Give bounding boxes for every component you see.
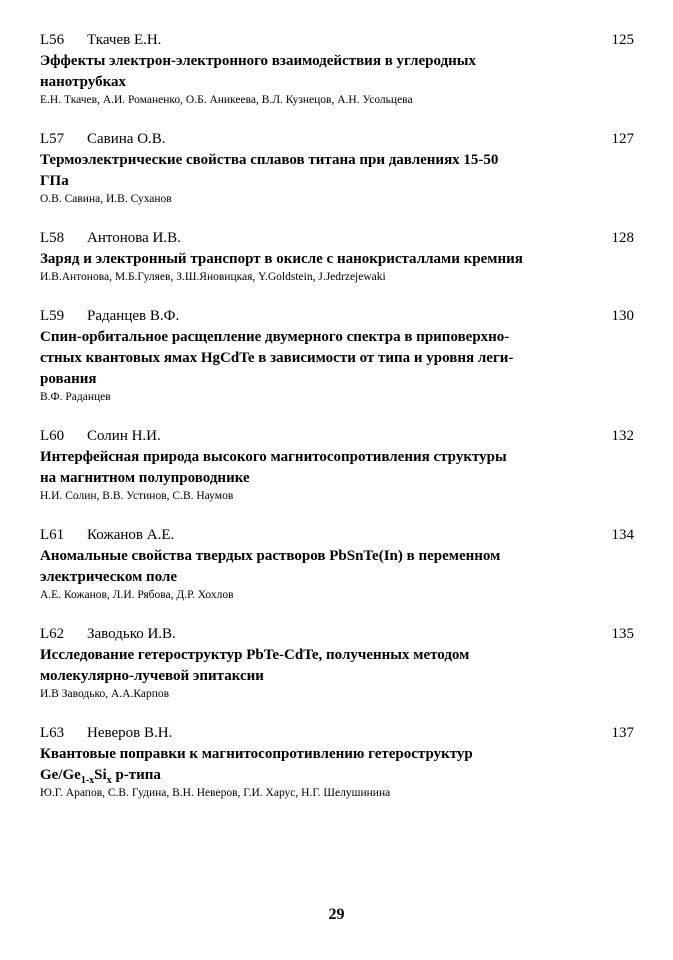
entry-coauthors: И.В Заводько, А.А.Карпов bbox=[40, 688, 170, 700]
entry-title-line: Исследование гетероструктур PbTe-CdTe, полученных методом bbox=[40, 647, 470, 663]
entry-header bbox=[40, 724, 634, 743]
entry-author: Савина О.В. bbox=[87, 131, 166, 147]
entry-title-line: молекулярно-лучевой эпитаксии bbox=[40, 668, 264, 684]
entry-coauthors: Ю.Г. Арапов, С.В. Гудина, В.Н. Неверов, Г.И. Харус, Н.Г. Шелушинина bbox=[40, 787, 391, 799]
entry-author: Заводько И.В. bbox=[87, 626, 176, 642]
entry-title-line: стных квантовых ямах HgCdTe в зависимости от типа и уровня леги- bbox=[40, 350, 514, 366]
entry-header bbox=[40, 427, 634, 446]
entry-code: L57 bbox=[40, 131, 65, 147]
entry-code: L62 bbox=[40, 626, 65, 642]
entry-coauthors: Н.И. Солин, В.В. Устинов, С.В. Наумов bbox=[40, 490, 234, 502]
contents-entry bbox=[40, 229, 634, 285]
entry-header bbox=[40, 229, 634, 248]
entry-author: Кожанов А.Е. bbox=[87, 527, 175, 543]
entry-code: L61 bbox=[40, 527, 65, 543]
entry-author: Неверов В.Н. bbox=[87, 725, 173, 741]
entry-title-line: Интерфейсная природа высокого магнитосопротивления структуры bbox=[40, 449, 507, 465]
contents-entry bbox=[40, 625, 634, 702]
entry-header bbox=[40, 526, 634, 545]
entry-page: 128 bbox=[611, 230, 634, 246]
entry-title-line: ГПа bbox=[40, 173, 69, 189]
entry-header bbox=[40, 31, 634, 50]
contents-entry bbox=[40, 724, 634, 801]
entry-title-line: нанотрубках bbox=[40, 74, 127, 90]
entry-title-line: Термоэлектрические свойства сплавов титана при давлениях 15-50 bbox=[40, 152, 499, 168]
formula-sub1: 1-x bbox=[80, 775, 95, 786]
entry-coauthors: О.В. Савина, И.В. Суханов bbox=[40, 193, 172, 205]
contents-entry bbox=[40, 130, 634, 207]
entry-title-line: рования bbox=[40, 371, 97, 387]
contents-entry bbox=[40, 31, 634, 108]
entry-author: Ткачев Е.Н. bbox=[87, 32, 162, 48]
entry-page: 134 bbox=[611, 527, 634, 543]
entry-code: L63 bbox=[40, 725, 65, 741]
entry-code: L60 bbox=[40, 428, 65, 444]
contents-entry bbox=[40, 307, 634, 405]
entry-page: 132 bbox=[611, 428, 634, 444]
entry-title-line: Эффекты электрон-электронного взаимодействия в углеродных bbox=[40, 53, 477, 69]
page-number: 29 bbox=[328, 906, 345, 923]
entry-header bbox=[40, 130, 634, 149]
entry-page: 125 bbox=[611, 32, 634, 48]
entry-coauthors: В.Ф. Раданцев bbox=[40, 391, 111, 403]
entry-coauthors: Е.Н. Ткачев, А.И. Романенко, О.Б. Аникеева, В.Л. Кузнецов, А.Н. Усольцева bbox=[40, 94, 413, 106]
entry-title-line: Заряд и электронный транспорт в окисле с нанокристаллами кремния bbox=[40, 251, 523, 267]
entry-header bbox=[40, 307, 634, 326]
entry-page: 135 bbox=[611, 626, 634, 642]
entry-page: 127 bbox=[611, 131, 634, 147]
contents-entry bbox=[40, 427, 634, 504]
entry-title-line: электрическом поле bbox=[40, 569, 178, 585]
formula-post: p-типа bbox=[111, 767, 161, 783]
entry-coauthors: И.В.Антонова, М.Б.Гуляев, З.Ш.Яновицкая, Y.Goldstein, J.Jedrzejewaki bbox=[40, 271, 386, 283]
entry-author: Солин Н.И. bbox=[87, 428, 161, 444]
entry-code: L56 bbox=[40, 32, 65, 48]
entry-title-line: Спин-орбитальное расщепление двумерного спектра в приповерхно- bbox=[40, 329, 510, 345]
entry-page: 137 bbox=[611, 725, 634, 741]
entry-title-formula bbox=[40, 765, 634, 785]
entry-code: L59 bbox=[40, 308, 65, 324]
entry-coauthors: А.Е. Кожанов, Л.И. Рябова, Д.Р. Хохлов bbox=[40, 589, 234, 601]
contents-entry bbox=[40, 526, 634, 603]
entry-page: 130 bbox=[611, 308, 634, 324]
entry-author: Антонова И.В. bbox=[87, 230, 181, 246]
entry-title-line: Квантовые поправки к магнитосопротивлению гетероструктур bbox=[40, 746, 473, 762]
entry-header bbox=[40, 625, 634, 644]
entry-title-line: Аномальные свойства твердых растворов PbSnTe(In) в переменном bbox=[40, 548, 501, 564]
entry-code: L58 bbox=[40, 230, 65, 246]
formula-sub2: x bbox=[106, 775, 112, 786]
contents-list bbox=[40, 31, 634, 823]
formula-mid: Si bbox=[94, 767, 107, 783]
entry-title-line: на магнитном полупроводнике bbox=[40, 470, 250, 486]
formula-pre: Ge/Ge bbox=[40, 767, 81, 783]
entry-author: Раданцев В.Ф. bbox=[87, 308, 180, 324]
